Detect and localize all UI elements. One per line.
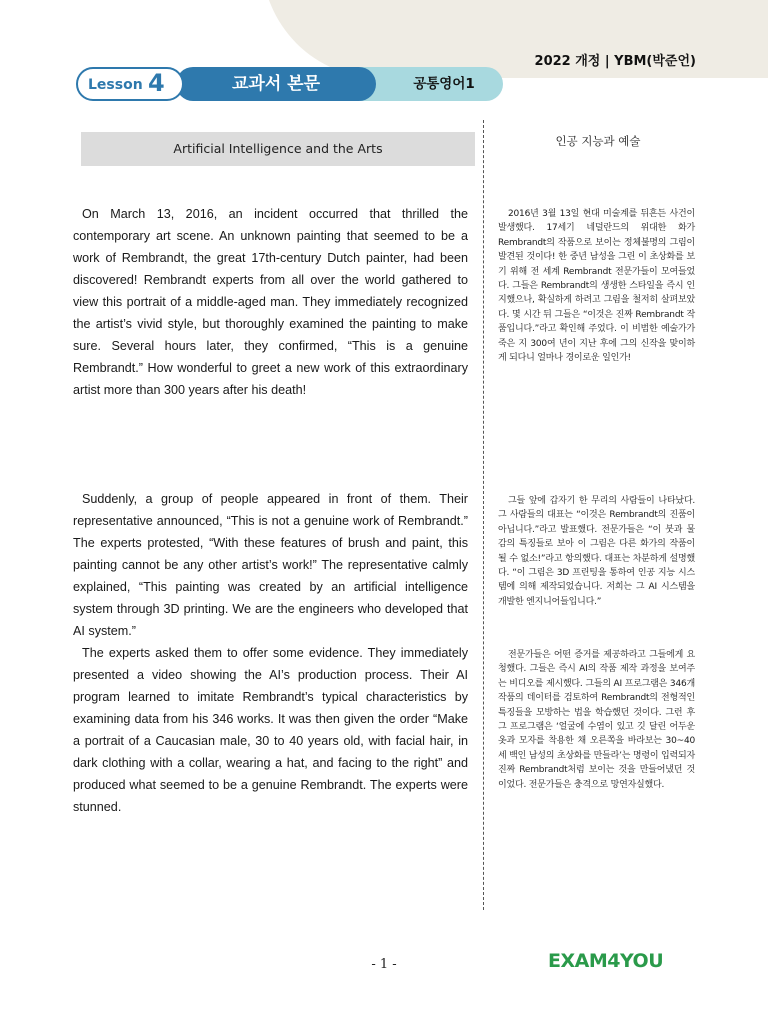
lesson-badge: [76, 67, 184, 101]
section-title: 교과서 본문: [231, 74, 321, 94]
korean-title: 인공 지능과 예술: [555, 134, 641, 148]
english-paragraph-1: On March 13, 2016, an incident occurred that thrilled the contemporary art scene. An unknown painting that seemed to be a work of Rembrandt, the great 17th-century Dutch painter, had been discovered! Rembrandt experts from all over the world gathered to view this portrait of a middle-aged man. They immediately recognized the artist’s vivid style, but thoroughly examined the painting to make sure. Several hours later, they confirmed, “This is a genuine Rembrandt.” How wonderful to greet a new work of this extraordinary artist more than 300 years after his death!: [73, 207, 468, 397]
exam4you-logo: EXAM4YOU: [548, 950, 664, 972]
korean-paragraph-1: 2016년 3월 13일 현대 미술계를 뒤흔든 사건이 발생했다. 17세기 네덜란드의 위대한 화가 Rembrandt의 작품으로 보이는 정체불명의 그림이 발견된 것이다! 한 중년 남성을 그린 이 초상화를 보기 위해 전 세계 Rembrandt 전문가들이 모여들었다. 그들은 Rembrandt의 생생한 스타일을 즉시 인지했으나, 확실하게 하려고 그림을 철저히 살펴보았다. 몇 시간 뒤 그들은 “이것은 진짜 Rembrandt 작품입니다.”라고 확인해 주었다. 이 비범한 예술가가 죽은 지 300여 년이 지난 후에 그의 신작을 맞이하게 되다니 얼마나 경이로운 일인가!: [498, 209, 695, 364]
section-banner: [176, 67, 376, 101]
column-divider: [483, 120, 484, 910]
page-number: - 1 -: [371, 957, 397, 972]
lesson-number: 4: [148, 69, 165, 97]
lesson-label: Lesson: [88, 77, 143, 93]
subject-label: 공통영어1: [413, 76, 475, 92]
subject-banner: [360, 67, 503, 101]
english-paragraph-3: The experts asked them to offer some evidence. They immediately presented a video showing the AI’s production process. Their AI program learned to imitate Rembrandt’s typical characteristics by examining data from his 346 works. It was then given the order “Make a portrait of a Caucasian male, 30 to 40 years old, with facial hair, in dark clothing with a collar, wearing a hat, and facing to the right” and produced what seemed to be a genuine Rembrandt. The experts were stunned.: [73, 646, 468, 814]
english-paragraph-2: Suddenly, a group of people appeared in front of them. Their representative announced, “This is not a genuine work of Rembrandt.” The experts protested, “With these features of brush and paint, this painting cannot be any other artist’s work!” The representative calmly explained, “This painting was created by an artificial intelligence system through 3D printing. We are the engineers who developed that AI system.”: [73, 492, 468, 638]
edition-label: 2022 개정 | YBM(박준언): [534, 54, 696, 69]
korean-paragraph-3: 전문가들은 어떤 증거를 제공하라고 그들에게 요청했다. 그들은 즉시 AI의 작품 제작 과정을 보여주는 비디오를 제시했다. 그들의 AI 프로그램은 346개 작품의 데이터를 검토하여 Rembrandt의 전형적인 특징들을 모방하는 법을 학습했던 것이다. 그런 후 그 프로그램은 ‘얼굴에 수염이 있고 깃 달린 어두운 옷과 모자를 착용한 채 오른쪽을 바라보는 30~40세 백인 남성의 초상화를 만들라’는 명령이 입력되자 진짜 Rembrandt처럼 보이는 것을 만들어냈던 것이었다. 전문가들은 충격으로 망연자실했다.: [498, 650, 696, 790]
korean-paragraph-2: 그들 앞에 갑자기 한 무리의 사람들이 나타났다. 그 사람들의 대표는 “이것은 Rembrandt의 진품이 아닙니다.”라고 발표했다. 전문가들은 “이 붓과 물감의 특징들로 보아 이 그림은 다른 화가의 작품이 될 수 없소!”라고 항의했다. 대표는 차분하게 설명했다. “이 그림은 3D 프린팅을 통하여 인공 지능 시스템에 의해 제작되었습니다. 저희는 그 AI 시스템을 개발한 엔지니어들입니다.”: [498, 496, 695, 607]
english-title: Artificial Intelligence and the Arts: [81, 132, 475, 166]
